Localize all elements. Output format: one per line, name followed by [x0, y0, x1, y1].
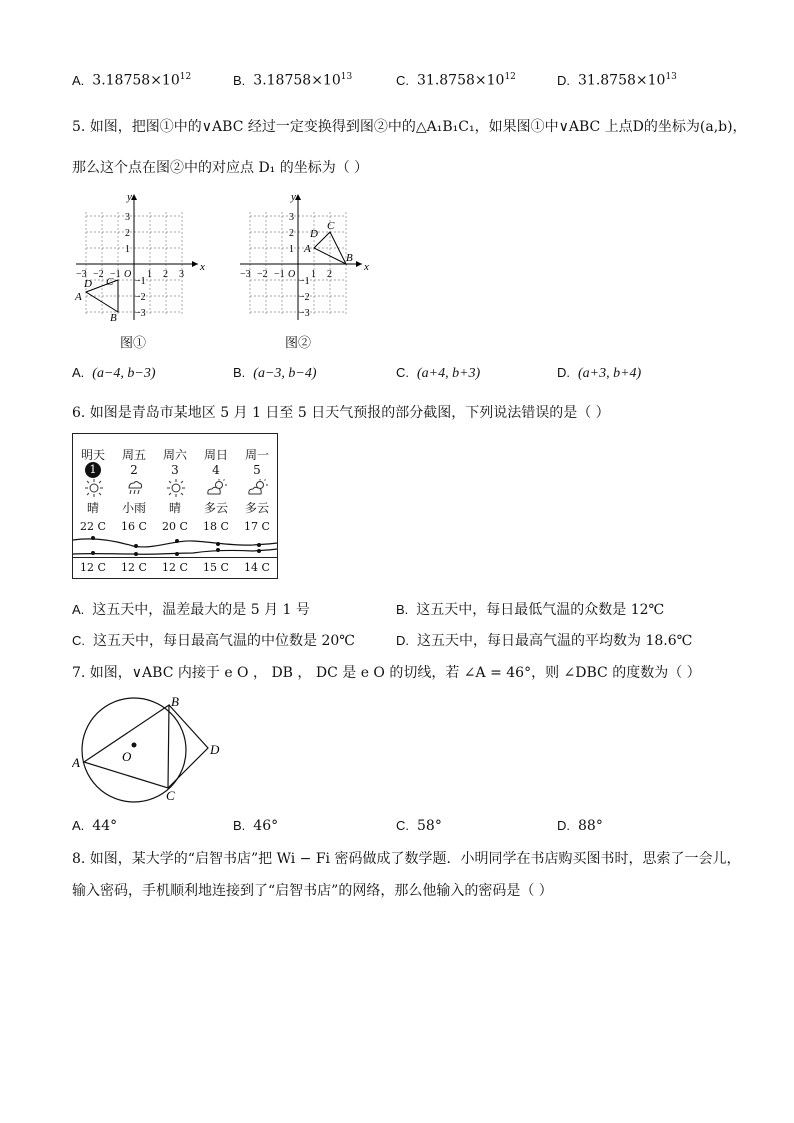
- q7-option-a: A. 44°: [72, 818, 118, 834]
- weather-low: 14 C: [244, 561, 270, 574]
- q5-stem-line1: 5. 如图，把图①中的∨ABC 经过一定变换得到图②中的△A₁B₁C₁，如果图①中∨ABC 上点D的坐标为(a,b)，: [72, 119, 747, 135]
- svg-text:−3: −3: [135, 308, 146, 319]
- weather-date: 2: [130, 463, 138, 477]
- svg-text:y: y: [291, 191, 296, 203]
- fig1-point-b: B: [110, 312, 117, 323]
- sun-icon: [85, 479, 103, 497]
- q4-option-a: A. $3.18758\times 10^{12}$: [72, 72, 192, 89]
- weather-date: 3: [171, 463, 179, 477]
- svg-text:3: 3: [125, 212, 130, 223]
- partly-cloudy-icon: [247, 479, 269, 497]
- svg-text:2: 2: [163, 269, 168, 280]
- svg-text:−3: −3: [299, 308, 310, 319]
- weather-condition: 多云: [244, 501, 269, 515]
- svg-text:−3: −3: [240, 269, 251, 280]
- weather-day: 明天: [80, 448, 105, 462]
- q7-option-c: C. 58°: [396, 818, 442, 834]
- weather-high: 20 C: [162, 520, 188, 533]
- fig1-point-d: D: [84, 278, 92, 290]
- weather-date-badge: 1: [85, 462, 101, 478]
- weather-high: 16 C: [121, 520, 147, 533]
- fig1-point-c: C: [106, 276, 114, 288]
- svg-text:−1: −1: [274, 269, 285, 280]
- weather-low: 15 C: [203, 561, 229, 574]
- svg-text:−1: −1: [299, 276, 310, 287]
- fig2-point-c1: C: [327, 220, 335, 232]
- svg-text:O: O: [288, 269, 296, 280]
- q5-stem-line2: 那么这个点在图②中的对应点 D₁ 的坐标为（ ）: [72, 160, 369, 176]
- svg-text:3: 3: [289, 212, 294, 223]
- q7-point-a: A: [72, 755, 80, 770]
- q4-option-c: C. $31.8758\times 10^{12}$: [396, 72, 516, 89]
- weather-low: 12 C: [162, 561, 188, 574]
- q8-stem-line2: 输入密码，手机顺利地连接到了“启智书店”的网络，那么他输入的密码是（ ）: [72, 883, 553, 899]
- q8-stem-line1: 8. 如图，某大学的“启智书店”把 Wi − Fi 密码做成了数学题．小明同学在书店购买图书时，思索了一会儿，: [72, 851, 741, 867]
- weather-forecast-panel: [72, 433, 278, 579]
- weather-high: 17 C: [244, 520, 270, 533]
- weather-low: 12 C: [121, 561, 147, 574]
- svg-text:−2: −2: [299, 292, 310, 303]
- weather-condition: 多云: [203, 501, 228, 515]
- svg-text:−2: −2: [135, 292, 146, 303]
- svg-text:1: 1: [125, 244, 130, 255]
- svg-text:1: 1: [311, 269, 316, 280]
- weather-condition: 小雨: [121, 501, 146, 515]
- weather-high: 22 C: [80, 520, 106, 533]
- q7-option-d: D. 88°: [557, 818, 603, 834]
- q5-option-c: C. (a+4, b+3): [396, 365, 481, 381]
- q6-option-b: B. 这五天中，每日最低气温的众数是 12℃: [396, 602, 665, 618]
- q7-option-b: B. 46°: [233, 818, 279, 834]
- q6-option-d: D. 这五天中，每日最高气温的平均数为 18.6℃: [396, 633, 693, 649]
- q7-point-d: D: [210, 742, 220, 757]
- svg-text:3: 3: [179, 269, 184, 280]
- rain-cloud-icon: [126, 479, 144, 497]
- q7-stem: 7. 如图，∨ABC 内接于 e O ， DB ， DC 是 e O 的切线，若 ∠A = 46°，则 ∠DBC 的度数为（ ）: [72, 665, 701, 681]
- q6-option-a: A. 这五天中，温差最大的是 5 月 1 号: [72, 602, 310, 618]
- q5-option-a: A. (a−4, b−3): [72, 365, 156, 381]
- weather-day: 周日: [203, 448, 228, 462]
- partly-cloudy-icon: [206, 479, 228, 497]
- weather-high: 18 C: [203, 520, 229, 533]
- q5-figure-1: [72, 188, 212, 323]
- q7-point-o: O: [122, 749, 132, 764]
- svg-text:2: 2: [125, 228, 130, 239]
- q5-figure-2: [236, 188, 376, 323]
- temperature-trend-lines: [73, 534, 277, 558]
- svg-text:O: O: [124, 269, 132, 280]
- q4-option-d: D. $31.8758\times 10^{13}$: [557, 72, 677, 89]
- q4-option-b: B. $3.18758\times 10^{13}$: [233, 72, 353, 89]
- svg-text:1: 1: [289, 244, 294, 255]
- svg-text:2: 2: [289, 228, 294, 239]
- q5-option-d: D. (a+3, b+4): [557, 365, 642, 381]
- q6-stem: 6. 如图是青岛市某地区 5 月 1 日至 5 日天气预报的部分截图，下列说法错误的是（ ）: [72, 405, 610, 421]
- weather-condition: 晴: [168, 501, 181, 515]
- svg-text:−3: −3: [76, 269, 87, 280]
- sun-icon: [167, 479, 185, 497]
- weather-day: 周六: [162, 448, 187, 462]
- svg-text:x: x: [364, 261, 369, 273]
- svg-text:−2: −2: [93, 269, 104, 280]
- svg-text:2: 2: [327, 269, 332, 280]
- svg-text:1: 1: [147, 269, 152, 280]
- q7-circle-figure: [72, 693, 232, 805]
- weather-day: 周一: [244, 448, 269, 462]
- weather-low: 12 C: [80, 561, 106, 574]
- weather-condition: 晴: [86, 501, 99, 515]
- weather-day: 周五: [121, 448, 146, 462]
- weather-date: 4: [212, 463, 220, 477]
- x-axis-label: x: [200, 261, 205, 273]
- fig2-point-d1: D: [310, 228, 318, 240]
- q7-point-b: B: [171, 694, 179, 709]
- q7-point-c: C: [166, 788, 175, 803]
- svg-text:−1: −1: [110, 269, 121, 280]
- fig1-caption: 图①: [120, 336, 147, 351]
- fig1-point-a: A: [75, 291, 82, 303]
- fig2-point-a1: A: [304, 243, 311, 255]
- svg-text:−1: −1: [135, 276, 146, 287]
- fig2-point-b1: B: [346, 252, 353, 264]
- weather-date: 5: [253, 463, 261, 477]
- fig2-caption: 图②: [285, 336, 312, 351]
- q5-option-b: B. (a−3, b−4): [233, 365, 317, 381]
- y-axis-label: y: [127, 191, 132, 203]
- q6-option-c: C. 这五天中，每日最高气温的中位数是 20℃: [72, 633, 355, 649]
- svg-text:−2: −2: [257, 269, 268, 280]
